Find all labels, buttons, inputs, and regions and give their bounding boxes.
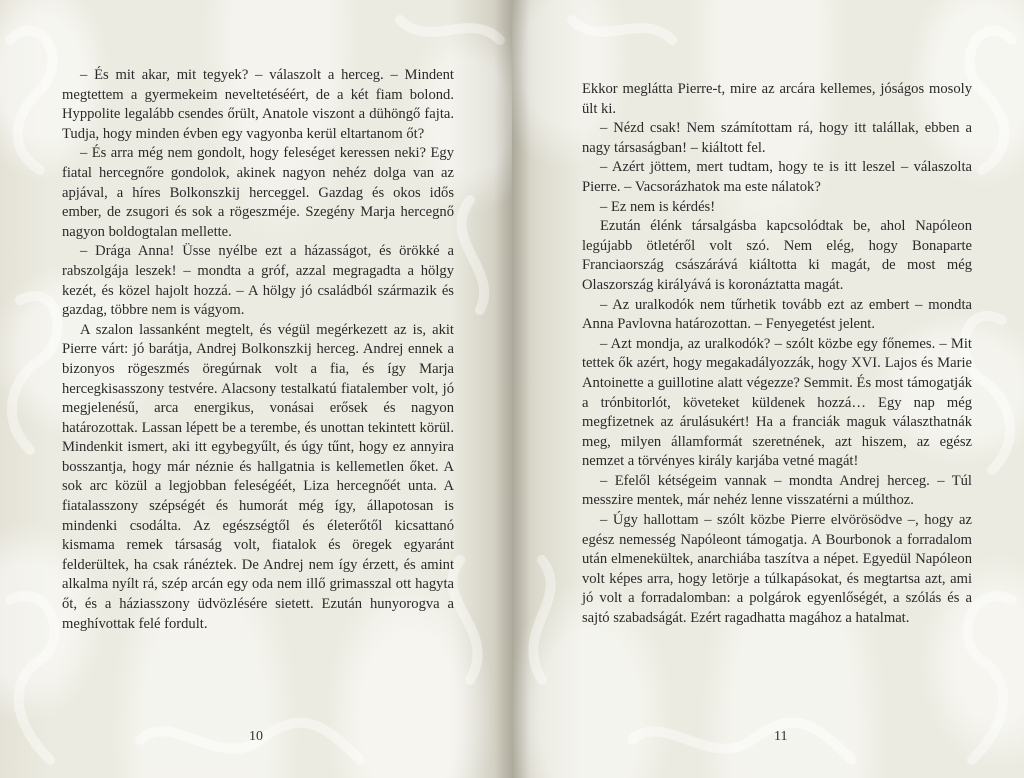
gutter-shadow-left xyxy=(494,0,512,778)
left-page-text xyxy=(62,66,454,634)
paragraph: – Efelől kétségeim vannak – mondta Andrej herceg. – Túl messzire mentek, már nehéz lenne visszatérni a múlthoz. xyxy=(582,472,972,509)
paragraph: Ekkor meglátta Pierre-t, mire az arcára kellemes, jóságos mosoly ült ki. xyxy=(582,81,972,117)
right-page xyxy=(512,0,1024,778)
paragraph: – Nézd csak! Nem számítottam rá, hogy itt talállak, ebben a nagy társaságban! – kiáltott fel. xyxy=(582,120,972,156)
paragraph: – És mit akar, mit tegyek? – válaszolt a herceg. – Mindent megtettem a gyermekeim neveltetéséért, de a két fiam bolond. Hyppolite legalább csendes őrült, Anatole viszont a dühöngő fajta. Tudja, hogy minden évben egy vagyonba kerül eltartanom őt? xyxy=(62,67,454,142)
page-number: 10 xyxy=(249,729,263,744)
paragraph: – Az uralkodók nem tűrhetik tovább ezt az embert – mondta Anna Pavlovna határozottan. – Fenyegetést jelent. xyxy=(582,296,972,333)
paragraph: Ezután élénk társalgásba kapcsolódtak be, ahol Napóleon legújabb ötletéről volt szó. Nem elég, hogy Bonaparte Franciaország császárává kiáltotta ki magát, de most még Olaszország királyává is koronáztatta magát. xyxy=(582,218,972,293)
right-page-text xyxy=(582,80,972,629)
gutter-shadow-right xyxy=(512,0,530,778)
paragraph: – Úgy hallottam – szólt közbe Pierre elvörösödve –, hogy az egész nemesség Napóleont támogatja. A Bourbonok a forradalom után elmenekültek, anarchiába taszítva a népet. Egyedül Napóleon volt képes arra, hogy letörje a túlkapásokat, és megtartsa azt, ami jó volt a forradalomban: a polgárok egyenlőségét, a szólás és a sajtó szabadságát. Ezért ragadhatta magához a hatalmat. xyxy=(582,512,972,627)
page-number: 11 xyxy=(774,729,788,744)
paragraph: A szalon lassanként megtelt, és végül megérkezett az is, akit Pierre várt: jó barátja, Andrej Bolkonszkij herceg. Andrej ennek a bizonyos rögeszmés öregúrnak volt a fia, és így Marja hercegkisasszony testvére. Alacsony testalkatú fiatalember volt, jó megjelenésű, arca energikus, vonásai erősek és nagyon határozottak. Lassan lépett be a terembe, és unottan tekintett körül. Mindenkit ismert, aki itt egybegyűlt, és úgy tűnt, hogy ez annyira bosszantja, hogy már néznie és hallgatnia is kellemetlen őket. A sok arc közül a legjobban feleségéét, Liza hercegnőét unta. A fiatalasszony szépségét és humorát még így, állapotosan is mindenki csodálta. Az egészségtől és életerőtől kicsattanó kismama remek társaság volt, fiatalok és öregek egyaránt felderültek, ha csak ránéztek. De Andrej nem így érzett, és amint alkalma nyílt rá, szép arcán egy oda nem illő grimasszal ott hagyta őt, és a háziasszony üdvözlésére sietett. Ezután hunyorogva a meghívottak felé fordult. xyxy=(62,321,454,632)
paragraph: – Azért jöttem, mert tudtam, hogy te is itt leszel – válaszolta Pierre. – Vacsorázhatok ma este nálatok? xyxy=(582,159,972,195)
paragraph: – Azt mondja, az uralkodók? – szólt közbe egy főnemes. – Mit tettek ők azért, hogy megakadályozzák, hogy XVI. Lajos és Marie Antoinette a guillotine alatt végezze? Semmit. És most támogatják a trónbitorlót, követeket küldenek hozzá… Egy nap még megfizetnek az árulásukért! Ha a franciák maguk választhatnák meg, milyen államformát szeretnének, azt hiszem, az egész nemzet a törvényes király karjába vetné magát! xyxy=(582,335,972,470)
paragraph: – Ez nem is kérdés! xyxy=(600,198,716,215)
paragraph: – És arra még nem gondolt, hogy feleséget keressen neki? Egy fiatal hercegnőre gondolok, akinek nagyon nehéz dolga van az apjával, a híres Bolkonszkij herceggel. Gazdag és okos idős ember, de zsugori és sok a rögeszméje. Szegény Marja hercegnő nagyon boldogtalan mellette. xyxy=(62,145,454,240)
paragraph: – Drága Anna! Üsse nyélbe ezt a házasságot, és örökké a rabszolgája leszek! – mondta a gróf, azzal megragadta a hölgy kezét, és közel hajolt hozzá. – A hölgy jó családból származik és gazdag, többre nem is vágyom. xyxy=(62,243,454,319)
